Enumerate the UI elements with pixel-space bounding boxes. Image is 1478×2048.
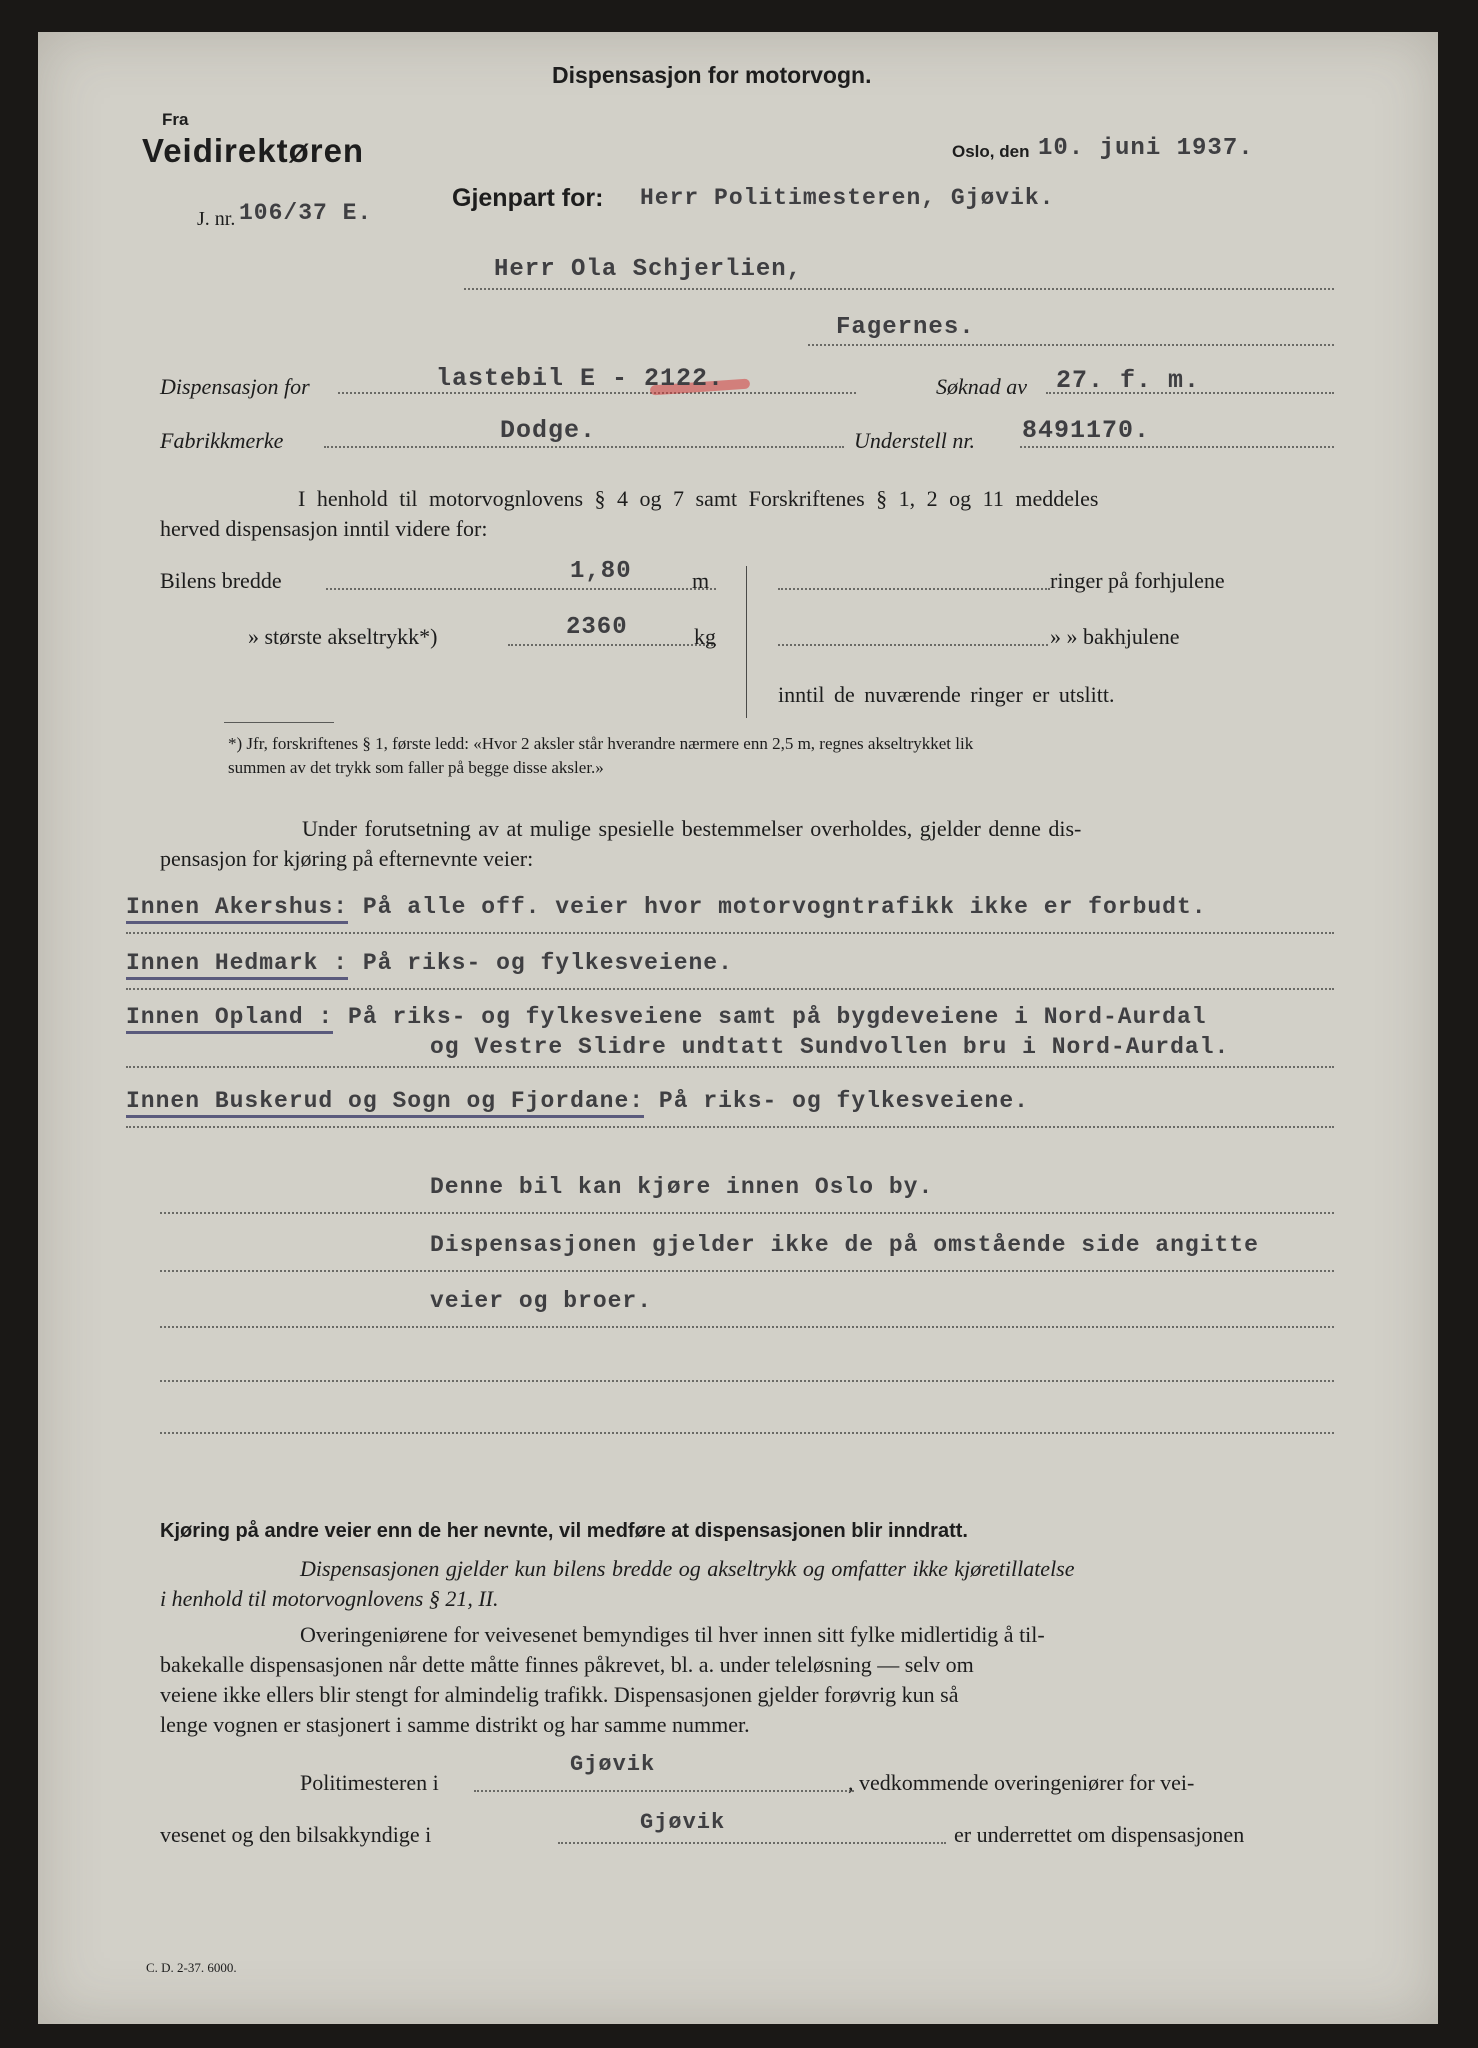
jnr-label: J. nr. <box>197 208 236 230</box>
road-region: Innen Opland : <box>126 1004 333 1034</box>
road-text: På riks- og fylkesveiene. <box>362 950 733 976</box>
understell-label: Understell nr. <box>854 428 975 453</box>
soknad-label: Søknad av <box>936 374 1028 399</box>
italic-line-1: Dispensasjonen gjelder kun bilens bredde og akseltrykk og omfatter ikke kjøretillatelse <box>300 1556 1075 1581</box>
para-line-3: veiene ikke ellers blir stengt for almindelig trafikk. Dispensasjonen gjelder forøvrig kun så <box>160 1682 959 1707</box>
bredde-value: 1,80 <box>570 558 632 585</box>
road-line <box>126 932 1334 934</box>
politimester-suffix: , vedkommende overingeniører for vei- <box>848 1770 1195 1795</box>
date-value: 10. juni 1937. <box>1038 135 1254 162</box>
road-text: På alle off. veier hvor motorvogntrafikk ikke er forbudt. <box>362 894 1207 920</box>
bakhjul-label: » » bakhjulene <box>1050 624 1180 649</box>
road-region: Innen Hedmark : <box>126 950 348 980</box>
dispensasjon-for-label: Dispensasjon for <box>160 374 310 399</box>
road-entry <box>126 894 1207 920</box>
document-page <box>38 32 1438 2024</box>
road-line <box>126 1126 1334 1128</box>
understell-line <box>1020 446 1334 448</box>
akseltrykk-line <box>508 644 716 646</box>
akseltrykk-unit: kg <box>694 624 716 649</box>
road-line <box>126 1066 1334 1068</box>
politimester-value: Gjøvik <box>570 1752 656 1777</box>
bredde-unit: m <box>692 568 710 593</box>
fabrikkmerke-value: Dodge. <box>500 416 597 445</box>
note-veier: veier og broer. <box>430 1288 653 1314</box>
ringer-note: inntil de nuværende ringer er utslitt. <box>778 682 1115 707</box>
politimester-line <box>474 1790 854 1792</box>
road-entry <box>126 950 733 976</box>
road-text: På riks- og fylkesveiene. <box>658 1088 1029 1114</box>
note-line <box>160 1380 1334 1382</box>
bilsak-line <box>558 1842 946 1844</box>
bilsak-value: Gjøvik <box>640 1810 726 1835</box>
intro-line-1: I henhold til motorvognlovens § 4 og 7 samt Forskriftenes § 1, 2 og 11 meddeles <box>298 486 1099 511</box>
bakhjul-line <box>778 644 1048 646</box>
conditions-line-2: pensasjon for kjøring på efternevnte veier: <box>160 846 534 871</box>
note-dispensasjon: Dispensasjonen gjelder ikke de på omstående side angitte <box>430 1232 1259 1258</box>
para-line-2: bakekalle dispensasjonen når dette måtte finnes påkrevet, bl. a. under teleløsning — selv om <box>160 1652 974 1677</box>
bilsak-label: vesenet og den bilsakkyndige i <box>160 1822 432 1847</box>
sender-name: Veidirektøren <box>142 132 365 169</box>
note-line <box>160 1270 1334 1272</box>
footnote-line-2: summen av det trykk som faller på begge disse aksler.» <box>228 758 604 777</box>
road-entry <box>126 1004 1207 1030</box>
soknad-value: 27. f. m. <box>1056 366 1201 395</box>
recipient-place: Fagernes. <box>836 314 975 341</box>
akseltrykk-label: » største akseltrykk*) <box>248 624 438 649</box>
footnote-line-1: *) Jfr, forskriftenes § 1, første ledd: «Hvor 2 aksler står hverandre nærmere enn 2,5 m, regnes akseltrykket lik <box>228 734 974 753</box>
recipient-place-line <box>808 344 1334 346</box>
bredde-line <box>326 588 716 590</box>
road-region: Innen Buskerud og Sogn og Fjordane: <box>126 1088 644 1118</box>
para-line-4: lenge vognen er stasjonert i samme distrikt og har samme nummer. <box>160 1712 750 1737</box>
bilsak-suffix: er underrettet om dispensasjonen <box>954 1822 1245 1847</box>
understell-value: 8491170. <box>1022 416 1151 445</box>
warning-text: Kjøring på andre veier enn de her nevnte, vil medføre at dispensasjonen blir inndratt. <box>160 1520 968 1542</box>
akseltrykk-value: 2360 <box>566 614 628 641</box>
italic-line-2: i henhold til motorvognlovens § 21, II. <box>160 1586 499 1611</box>
bredde-label: Bilens bredde <box>160 568 282 593</box>
road-region: Innen Akershus: <box>126 894 348 924</box>
forhjul-line <box>778 588 1050 590</box>
recipient-name-line <box>464 288 1334 290</box>
dispensasjon-for-value: lastebil E - 2122. <box>436 364 725 393</box>
intro-line-2: herved dispensasjon inntil videre for: <box>160 516 488 541</box>
note-oslo: Denne bil kan kjøre innen Oslo by. <box>430 1174 934 1200</box>
politimester-label: Politimesteren i <box>300 1770 439 1795</box>
recipient-name: Herr Ola Schjerlien, <box>494 256 803 283</box>
gjenpart-value: Herr Politimesteren, Gjøvik. <box>640 185 1055 211</box>
place-date-label: Oslo, den <box>952 142 1030 161</box>
conditions-line-1: Under forutsetning av at mulige spesielle bestemmelser overholdes, gjelder denne dis- <box>302 816 1082 841</box>
fabrikkmerke-line <box>324 446 844 448</box>
footnote-rule <box>224 722 334 723</box>
column-divider <box>746 566 747 718</box>
note-line <box>160 1432 1334 1434</box>
fra-label: Fra <box>162 110 189 129</box>
road-line <box>126 988 1334 990</box>
forhjul-label: ringer på forhjulene <box>1050 568 1225 593</box>
road-entry <box>126 1088 1029 1114</box>
document-title: Dispensasjon for motorvogn. <box>552 62 872 88</box>
form-code: C. D. 2-37. 6000. <box>146 1960 237 1975</box>
note-line <box>160 1212 1334 1214</box>
gjenpart-label: Gjenpart for: <box>452 184 604 212</box>
fabrikkmerke-label: Fabrikkmerke <box>160 428 284 453</box>
note-line <box>160 1326 1334 1328</box>
road-text: På riks- og fylkesveiene samt på bygdeveiene i Nord-Aurdal <box>348 1004 1207 1030</box>
jnr-value: 106/37 E. <box>239 200 373 226</box>
road-entry-continuation: og Vestre Slidre undtatt Sundvollen bru i Nord-Aurdal. <box>430 1034 1230 1060</box>
para-line-1: Overingeniørene for veivesenet bemyndiges til hver innen sitt fylke midlertidig å til- <box>300 1622 1045 1647</box>
